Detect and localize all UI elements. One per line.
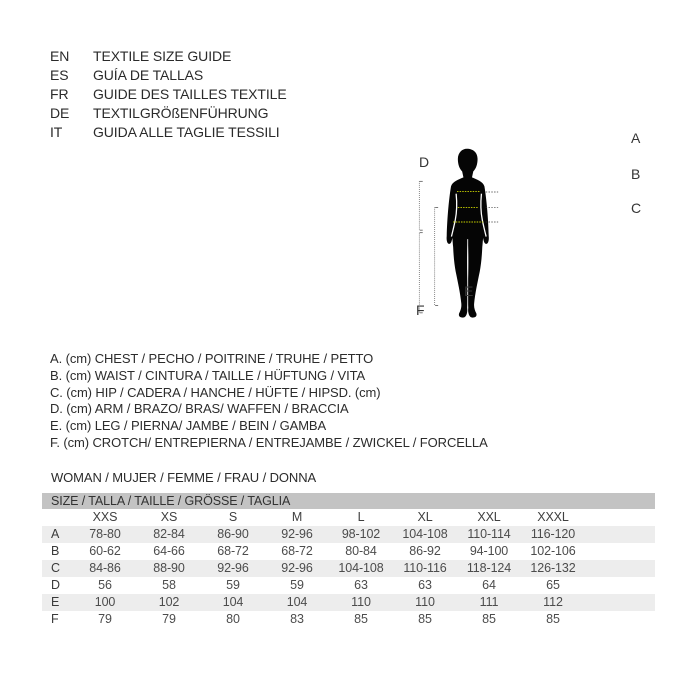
- cell: 86-92: [409, 544, 441, 558]
- column-header-s: S: [228, 510, 238, 524]
- row-label: D: [51, 578, 60, 592]
- cell: 104-108: [338, 561, 384, 575]
- cell: 63: [354, 578, 368, 592]
- column-header-l: L: [357, 510, 365, 524]
- cell: 56: [98, 578, 112, 592]
- language-title: TEXTILGRÖßENFÜHRUNG: [93, 104, 269, 121]
- measure-label-crotch: F: [416, 302, 425, 318]
- cell: 85: [418, 612, 432, 626]
- legend-line-chest: A. (cm) CHEST / PECHO / POITRINE / TRUHE / PETTO: [50, 351, 374, 366]
- cell: 126-132: [530, 561, 576, 575]
- cell: 118-124: [466, 561, 512, 575]
- table-row-arm: [42, 577, 655, 594]
- cell: 79: [162, 612, 176, 626]
- row-label: B: [51, 544, 60, 558]
- size-table: [42, 493, 655, 628]
- measure-label-hip: C: [631, 200, 642, 216]
- cell: 64-66: [153, 544, 185, 558]
- cell: 110: [415, 595, 435, 609]
- woman-group-title: WOMAN / MUJER / FEMME / FRAU / DONNA: [51, 470, 317, 485]
- cell: 84-86: [89, 561, 121, 575]
- measure-label-arm: D: [419, 154, 430, 170]
- legend-line-arm: D. (cm) ARM / BRAZO/ BRAS/ WAFFEN / BRACCIA: [50, 401, 349, 417]
- language-title-block: [50, 46, 287, 141]
- column-header-xxs: XXS: [92, 510, 118, 524]
- column-header-m: M: [291, 510, 303, 524]
- legend-line-waist: B. (cm) WAIST / CINTURA / TAILLE / HÜFTUNG / VITA: [50, 367, 366, 383]
- cell: 64: [482, 578, 496, 592]
- cell: 92-96: [281, 527, 313, 541]
- table-row-leg: [42, 594, 655, 611]
- language-code: IT: [50, 123, 63, 140]
- legend-line-hip: C. (cm) HIP / CADERA / HANCHE / HÜFTE / HIPSD. (cm): [50, 384, 381, 400]
- measurement-legend: [50, 351, 488, 452]
- table-row-crotch: [42, 611, 655, 628]
- cell: 100: [94, 595, 116, 609]
- legend-line-crotch: F. (cm) CROTCH/ ENTREPIERNA / ENTREJAMBE / ZWICKEL / FORCELLA: [50, 434, 488, 450]
- language-code: EN: [50, 47, 70, 64]
- cell: 104: [286, 595, 308, 609]
- row-label: E: [51, 595, 60, 609]
- measure-label-leg: E: [464, 283, 474, 299]
- cell: 94-100: [469, 544, 509, 558]
- cell: 92-96: [281, 561, 313, 575]
- cell: 80-84: [345, 544, 377, 558]
- language-title: TEXTILE SIZE GUIDE: [93, 47, 232, 64]
- language-row: [50, 46, 287, 65]
- cell: 82-84: [153, 527, 185, 541]
- cell: 111: [479, 595, 499, 609]
- language-code: FR: [50, 85, 69, 102]
- cell: 68-72: [217, 544, 249, 558]
- cell: 112: [543, 595, 563, 609]
- cell: 85: [546, 612, 560, 626]
- language-code: ES: [50, 66, 69, 83]
- measure-label-chest: A: [631, 130, 641, 146]
- cell: 59: [226, 578, 240, 592]
- language-code: DE: [50, 104, 70, 121]
- cell: 86-90: [217, 527, 249, 541]
- row-label: C: [51, 561, 60, 575]
- cell: 63: [418, 578, 432, 592]
- table-row-hip: [42, 560, 655, 577]
- language-title: GUIDA ALLE TAGLIE TESSILI: [93, 123, 280, 140]
- cell: 68-72: [281, 544, 313, 558]
- language-title: GUIDE DES TAILLES TEXTILE: [93, 85, 287, 102]
- column-header-xxxl: XXXL: [537, 510, 569, 524]
- language-row: [50, 84, 287, 103]
- cell: 85: [482, 612, 496, 626]
- language-row: [50, 122, 287, 141]
- column-header-xl: XL: [417, 510, 433, 524]
- cell: 60-62: [89, 544, 121, 558]
- cell: 65: [546, 578, 560, 592]
- size-columns-row: [42, 509, 655, 526]
- table-row-waist: [42, 543, 655, 560]
- cell: 104-108: [402, 527, 448, 541]
- cell: 92-96: [217, 561, 249, 575]
- cell: 79: [98, 612, 112, 626]
- cell: 88-90: [153, 561, 185, 575]
- column-header-xs: XS: [160, 510, 178, 524]
- measure-label-waist: B: [631, 166, 641, 182]
- cell: 110-114: [467, 527, 511, 541]
- row-label-spacer: [42, 509, 73, 526]
- cell: 110: [351, 595, 371, 609]
- cell: 85: [354, 612, 368, 626]
- cell: 116-120: [530, 527, 576, 541]
- cell: 102-106: [530, 544, 576, 558]
- legend-line-leg: E. (cm) LEG / PIERNA/ JAMBE / BEIN / GAMBA: [50, 418, 327, 434]
- cell: 80: [226, 612, 240, 626]
- cell: 78-80: [89, 527, 121, 541]
- cell: 58: [162, 578, 176, 592]
- size-table-title-bar: SIZE / TALLA / TAILLE / GRÖSSE / TAGLIA: [42, 493, 655, 509]
- cell: 102: [158, 595, 180, 609]
- row-label: A: [51, 527, 60, 541]
- cell: 110-116: [403, 561, 447, 575]
- cell: 104: [222, 595, 244, 609]
- cell: 59: [290, 578, 304, 592]
- language-row: [50, 103, 287, 122]
- cell: 98-102: [341, 527, 381, 541]
- row-label: F: [51, 612, 59, 626]
- language-title: GUÍA DE TALLAS: [93, 66, 204, 83]
- cell: 83: [290, 612, 304, 626]
- language-row: [50, 65, 287, 84]
- column-header-xxl: XXL: [477, 510, 501, 524]
- table-row-chest: [42, 526, 655, 543]
